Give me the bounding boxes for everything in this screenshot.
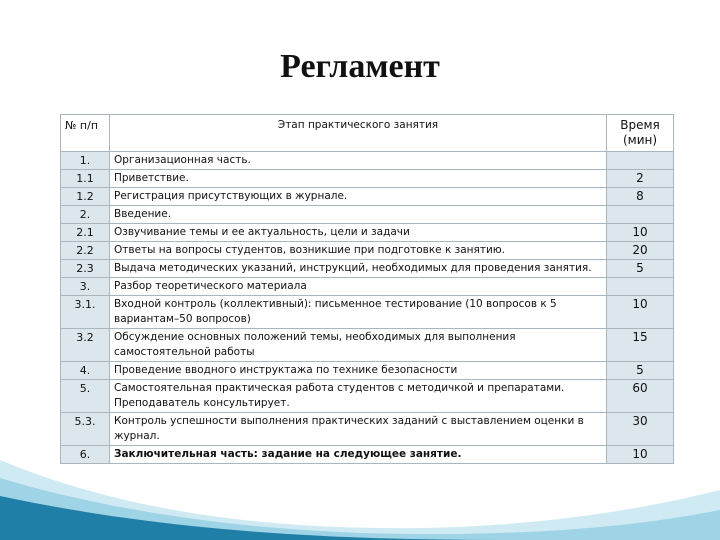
row-stage: Озвучивание темы и ее актуальность, цели и задачи bbox=[110, 224, 607, 242]
row-time: 2 bbox=[607, 170, 674, 188]
table-row bbox=[61, 188, 674, 206]
row-time: 5 bbox=[607, 362, 674, 380]
table-row bbox=[61, 362, 674, 380]
row-time: 10 bbox=[607, 296, 674, 329]
row-num: 6. bbox=[61, 446, 110, 464]
row-stage: Разбор теоретического материала bbox=[110, 278, 607, 296]
row-time: 30 bbox=[607, 413, 674, 446]
row-num: 1. bbox=[61, 152, 110, 170]
header-num: № п/п bbox=[61, 115, 110, 152]
row-num: 5.3. bbox=[61, 413, 110, 446]
row-num: 3.2 bbox=[61, 329, 110, 362]
row-time bbox=[607, 152, 674, 170]
row-num: 3.1. bbox=[61, 296, 110, 329]
table-row bbox=[61, 170, 674, 188]
row-stage: Выдача методических указаний, инструкций, необходимых для проведения занятия. bbox=[110, 260, 607, 278]
row-num: 2.3 bbox=[61, 260, 110, 278]
row-time bbox=[607, 278, 674, 296]
row-num: 4. bbox=[61, 362, 110, 380]
row-time: 8 bbox=[607, 188, 674, 206]
row-num: 1.1 bbox=[61, 170, 110, 188]
row-stage: Проведение вводного инструктажа по технике безопасности bbox=[110, 362, 607, 380]
table-row bbox=[61, 152, 674, 170]
header-time: Время (мин) bbox=[607, 115, 674, 152]
row-num: 2. bbox=[61, 206, 110, 224]
table-row bbox=[61, 329, 674, 362]
row-stage: Контроль успешности выполнения практических заданий с выставлением оценки в журнал. bbox=[110, 413, 607, 446]
row-stage: Приветствие. bbox=[110, 170, 607, 188]
row-time: 10 bbox=[607, 224, 674, 242]
row-time: 20 bbox=[607, 242, 674, 260]
table-row bbox=[61, 278, 674, 296]
row-time: 15 bbox=[607, 329, 674, 362]
row-num: 1.2 bbox=[61, 188, 110, 206]
table-header-row bbox=[61, 115, 674, 152]
row-stage: Самостоятельная практическая работа студентов с методичкой и препаратами. Преподаватель консультирует. bbox=[110, 380, 607, 413]
schedule-table bbox=[60, 114, 674, 464]
row-stage: Введение. bbox=[110, 206, 607, 224]
row-num: 2.1 bbox=[61, 224, 110, 242]
table-row bbox=[61, 206, 674, 224]
row-stage: Ответы на вопросы студентов, возникшие при подготовке к занятию. bbox=[110, 242, 607, 260]
row-stage: Входной контроль (коллективный): письменное тестирование (10 вопросов к 5 вариантам–50 вопросов) bbox=[110, 296, 607, 329]
page-title: Регламент bbox=[280, 48, 440, 85]
row-stage: Заключительная часть: задание на следующее занятие. bbox=[110, 446, 607, 464]
row-time: 5 bbox=[607, 260, 674, 278]
row-time bbox=[607, 206, 674, 224]
table-row bbox=[61, 242, 674, 260]
row-stage: Обсуждение основных положений темы, необходимых для выполнения самостоятельной работы bbox=[110, 329, 607, 362]
header-stage: Этап практического занятия bbox=[110, 115, 607, 152]
table-row bbox=[61, 446, 674, 464]
row-time: 60 bbox=[607, 380, 674, 413]
table-row bbox=[61, 260, 674, 278]
row-num: 3. bbox=[61, 278, 110, 296]
row-stage: Регистрация присутствующих в журнале. bbox=[110, 188, 607, 206]
row-num: 2.2 bbox=[61, 242, 110, 260]
row-time: 10 bbox=[607, 446, 674, 464]
table-row bbox=[61, 224, 674, 242]
table-row bbox=[61, 413, 674, 446]
row-stage: Организационная часть. bbox=[110, 152, 607, 170]
row-num: 5. bbox=[61, 380, 110, 413]
table-row bbox=[61, 296, 674, 329]
table-row bbox=[61, 380, 674, 413]
